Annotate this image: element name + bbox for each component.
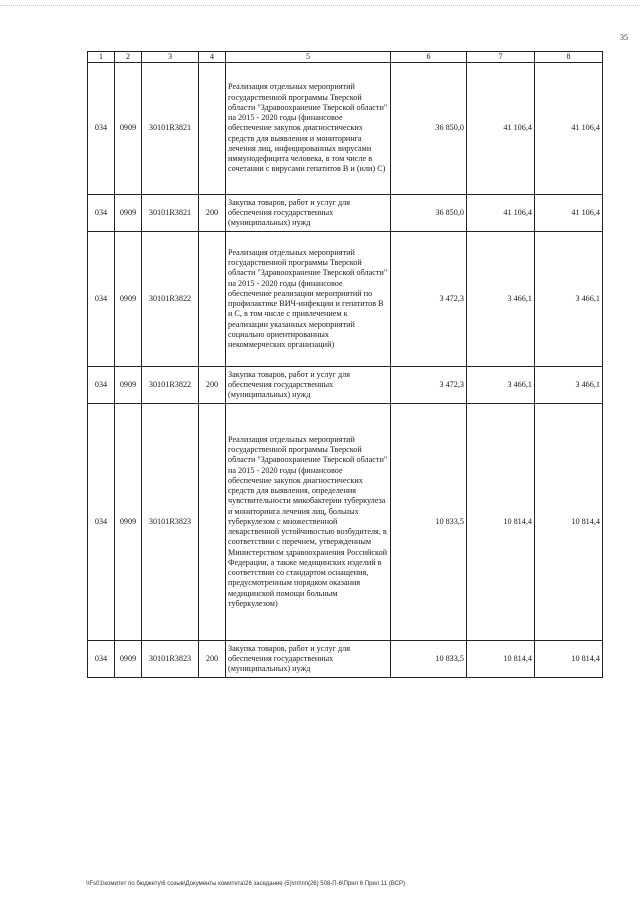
- row-amount-col6: 36 850,0: [391, 195, 467, 232]
- row-expense-type: [199, 63, 226, 195]
- row-amount-col7: 10 814,4: [467, 404, 535, 641]
- scan-top-rule: [0, 5, 640, 6]
- table-row: [88, 232, 603, 367]
- header-col-3: 3: [142, 52, 199, 63]
- header-col-1: 1: [88, 52, 115, 63]
- row-description: Закупка товаров, работ и услуг для обеспечения государственных (муниципальных) нужд: [226, 367, 391, 404]
- row-section-code: 0909: [115, 404, 142, 641]
- table-row: [88, 195, 603, 232]
- row-target-code: 30101R3823: [142, 641, 199, 678]
- row-expense-type: [199, 404, 226, 641]
- header-col-4: 4: [199, 52, 226, 63]
- row-description: Реализация отдельных мероприятий государственной программы Тверской области "Здравоохранение Тверской области" на 2015 - 2020 годы (финансовое обеспечение закупок диагностических средств для выявления, определения чувствительности микобактерии туберкулеза и мониторинга лечения лиц, больных туберкулезом с множественной лекарственной устойчивостью возбудителя, в соответствии с перечнем, утвержденным Министерством здравоохранения Российской Федерации, а также медицинских изделий в соответствии со стандартом оснащения, предусмотренным порядком оказания медицинской помощи больным туберкулезом): [226, 404, 391, 641]
- table-row: [88, 641, 603, 678]
- row-section-code: 0909: [115, 641, 142, 678]
- header-col-5: 5: [226, 52, 391, 63]
- row-target-code: 30101R3823: [142, 404, 199, 641]
- row-admin-code: 034: [88, 367, 115, 404]
- row-target-code: 30101R3821: [142, 195, 199, 232]
- row-description: Закупка товаров, работ и услуг для обеспечения государственных (муниципальных) нужд: [226, 195, 391, 232]
- row-admin-code: 034: [88, 232, 115, 367]
- row-description: Реализация отдельных мероприятий государственной программы Тверской области "Здравоохранение Тверской области" на 2015 - 2020 годы (финансовое обеспечение закупок диагностических средств для выявления и мониторинга лечения лиц, инфицированных вирусами иммунодефицита человека, в том числе в сочетании с вирусами гепатитов В и (или) С): [226, 63, 391, 195]
- row-amount-col6: 3 472,3: [391, 232, 467, 367]
- row-expense-type: [199, 232, 226, 367]
- row-description: Реализация отдельных мероприятий государственной программы Тверской области "Здравоохранение Тверской области" на 2015 - 2020 годы (финансовое обеспечение реализации мероприятий по профилактике ВИЧ-инфекции и гепатитов В и С, в том числе с привлечением к реализации указанных мероприятий социально ориентированных некоммерческих организаций): [226, 232, 391, 367]
- row-amount-col7: 41 106,4: [467, 63, 535, 195]
- row-description: Закупка товаров, работ и услуг для обеспечения государственных (муниципальных) нужд: [226, 641, 391, 678]
- row-section-code: 0909: [115, 195, 142, 232]
- row-admin-code: 034: [88, 404, 115, 641]
- header-col-6: 6: [391, 52, 467, 63]
- header-col-2: 2: [115, 52, 142, 63]
- row-section-code: 0909: [115, 367, 142, 404]
- row-amount-col8: 10 814,4: [535, 404, 603, 641]
- row-amount-col8: 41 106,4: [535, 63, 603, 195]
- row-amount-col6: 36 850,0: [391, 63, 467, 195]
- page-number: 35: [620, 33, 628, 42]
- row-section-code: 0909: [115, 63, 142, 195]
- row-amount-col7: 10 814,4: [467, 641, 535, 678]
- row-expense-type: 200: [199, 367, 226, 404]
- row-section-code: 0909: [115, 232, 142, 367]
- row-admin-code: 034: [88, 195, 115, 232]
- row-admin-code: 034: [88, 63, 115, 195]
- footer-file-path: \\Fs01\комитет по бюджету\6 созыв\Документы комитета\26 заседание (5)\пп\пп(26) 508-П-6\Прил 6 Прил 11 (ВСР): [86, 881, 405, 887]
- row-amount-col6: 10 833,5: [391, 641, 467, 678]
- table-row: [88, 63, 603, 195]
- row-amount-col7: 41 106,4: [467, 195, 535, 232]
- table-header-row: [88, 52, 603, 63]
- row-amount-col8: 3 466,1: [535, 367, 603, 404]
- header-col-8: 8: [535, 52, 603, 63]
- row-amount-col8: 41 106,4: [535, 195, 603, 232]
- row-amount-col6: 3 472,3: [391, 367, 467, 404]
- header-col-7: 7: [467, 52, 535, 63]
- row-target-code: 30101R3821: [142, 63, 199, 195]
- budget-table: [87, 51, 603, 678]
- table-row: [88, 404, 603, 641]
- row-amount-col7: 3 466,1: [467, 232, 535, 367]
- row-target-code: 30101R3822: [142, 367, 199, 404]
- row-amount-col7: 3 466,1: [467, 367, 535, 404]
- table-row: [88, 367, 603, 404]
- row-expense-type: 200: [199, 195, 226, 232]
- row-amount-col8: 3 466,1: [535, 232, 603, 367]
- row-admin-code: 034: [88, 641, 115, 678]
- row-amount-col8: 10 814,4: [535, 641, 603, 678]
- row-amount-col6: 10 833,5: [391, 404, 467, 641]
- row-expense-type: 200: [199, 641, 226, 678]
- row-target-code: 30101R3822: [142, 232, 199, 367]
